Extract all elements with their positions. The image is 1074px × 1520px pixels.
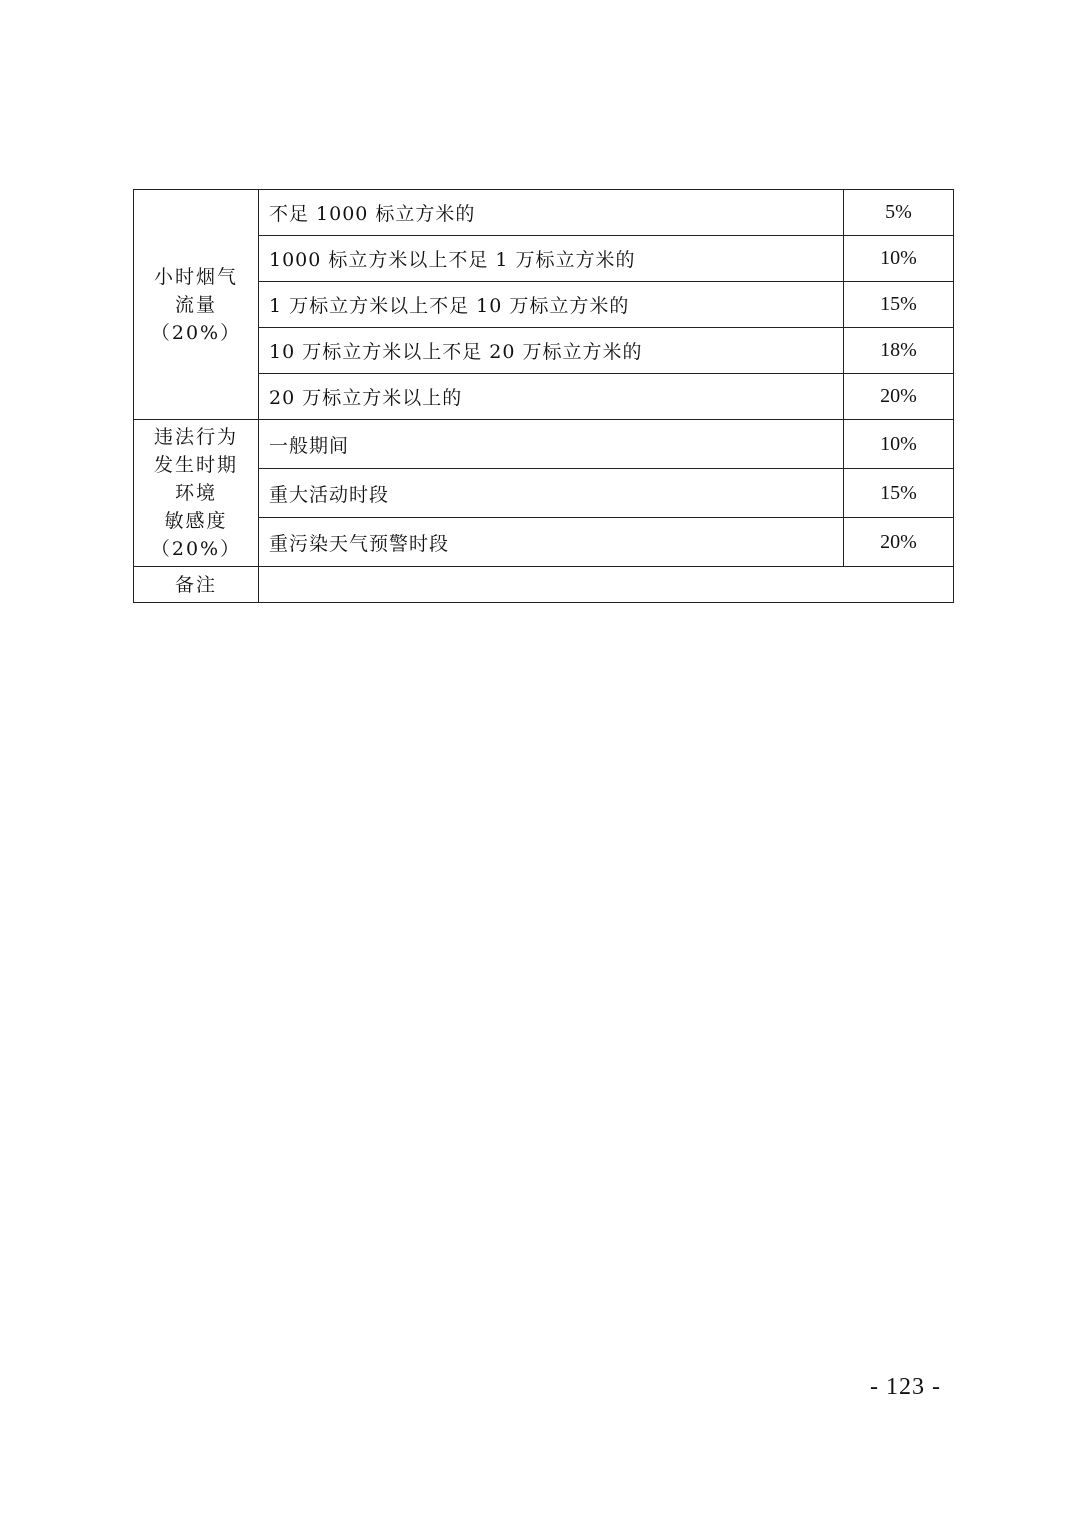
category-cell-flow bbox=[134, 190, 259, 420]
category-line: 发生时期 bbox=[153, 454, 238, 476]
category-line: 环境 bbox=[174, 482, 217, 504]
table-row bbox=[134, 190, 954, 236]
criterion-cell: 10 万标立方米以上不足 20 万标立方米的 bbox=[259, 328, 844, 374]
weight-cell: 5% bbox=[844, 190, 954, 236]
criterion-cell: 不足 1000 标立方米的 bbox=[259, 190, 844, 236]
category-line: （20%） bbox=[150, 538, 242, 560]
note-label-cell: 备注 bbox=[134, 567, 259, 603]
weight-cell: 10% bbox=[844, 420, 954, 469]
criterion-cell: 重污染天气预警时段 bbox=[259, 518, 844, 567]
criterion-cell: 1000 标立方米以上不足 1 万标立方米的 bbox=[259, 236, 844, 282]
weight-cell: 20% bbox=[844, 374, 954, 420]
weight-cell: 10% bbox=[844, 236, 954, 282]
category-line: 流量 bbox=[174, 293, 217, 316]
criterion-cell: 1 万标立方米以上不足 10 万标立方米的 bbox=[259, 282, 844, 328]
criterion-cell: 一般期间 bbox=[259, 420, 844, 469]
category-line: 小时烟气 bbox=[153, 265, 238, 288]
weight-cell: 18% bbox=[844, 328, 954, 374]
weight-cell: 20% bbox=[844, 518, 954, 567]
criterion-cell: 重大活动时段 bbox=[259, 469, 844, 518]
scoring-table bbox=[133, 189, 954, 603]
table-row-note bbox=[134, 567, 954, 603]
category-line: 违法行为 bbox=[153, 426, 238, 448]
page-number: - 123 - bbox=[870, 1374, 941, 1400]
category-cell-sensitivity bbox=[134, 420, 259, 567]
note-value-cell bbox=[259, 567, 954, 603]
category-line: 敏感度 bbox=[164, 510, 228, 532]
weight-cell: 15% bbox=[844, 282, 954, 328]
criterion-cell: 20 万标立方米以上的 bbox=[259, 374, 844, 420]
table-row bbox=[134, 420, 954, 469]
weight-cell: 15% bbox=[844, 469, 954, 518]
category-line: （20%） bbox=[150, 321, 242, 344]
